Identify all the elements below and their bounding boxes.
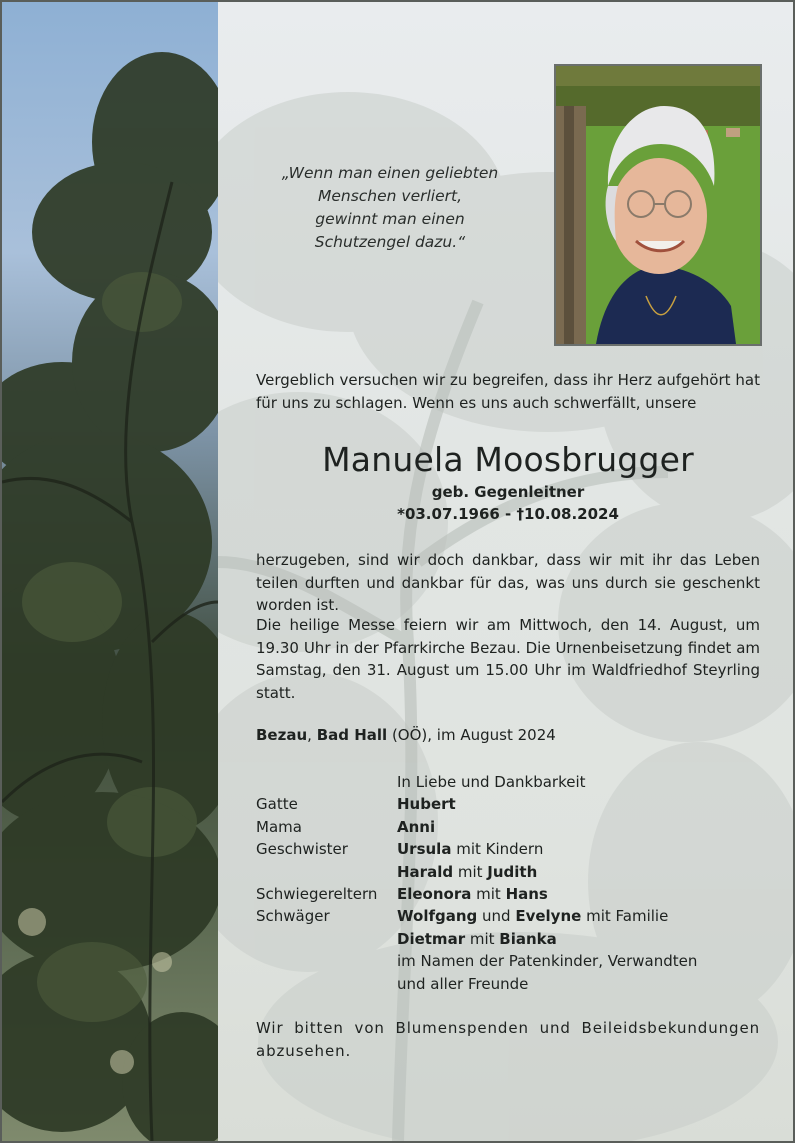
place-date-rest: (OÖ), im August 2024	[387, 726, 556, 744]
mourner-text: mit Kindern	[451, 840, 544, 859]
mourner-names	[397, 861, 537, 883]
mourner-relation	[256, 928, 397, 950]
mourner-text: mit Familie	[581, 907, 669, 926]
mourner-row	[256, 816, 697, 838]
mourner-name: Anni	[397, 817, 436, 836]
mourner-names	[397, 950, 697, 972]
quote-line: „Wenn man einen geliebten	[281, 164, 499, 182]
mourner-relation: Gatte	[256, 795, 298, 814]
mourner-name: Bianka	[499, 929, 557, 948]
mourner-row	[256, 928, 697, 950]
mourner-names	[397, 793, 456, 815]
mourner-name: Ursula	[397, 840, 452, 859]
mourner-row	[256, 950, 697, 972]
mourner-text: und aller Freunde	[397, 974, 529, 993]
mourner-names	[397, 928, 557, 950]
mourner-name: Evelyne	[515, 907, 582, 926]
mourner-row	[256, 838, 697, 860]
mourner-text: im Namen der Patenkinder, Verwandten	[397, 952, 698, 971]
maiden-name: geb. Gegenleitner	[431, 483, 585, 501]
intro-paragraph: Vergeblich versuchen wir zu begreifen, dass ihr Herz aufgehört hat für uns zu schlagen. Wenn es uns auch schwerfällt, unsere	[256, 371, 760, 412]
quote-line: Schutzengel dazu.“	[314, 233, 466, 251]
mourner-names	[397, 905, 668, 927]
portrait-image	[556, 66, 760, 344]
mourner-row	[256, 793, 697, 815]
mourner-name: Harald	[397, 862, 454, 881]
mourner-relation: Mama	[256, 817, 302, 836]
quote-line: gewinnt man einen	[315, 210, 465, 228]
place-separator: ,	[307, 726, 317, 744]
mourners-list	[256, 771, 697, 995]
quote-line: Menschen verliert,	[317, 187, 463, 205]
closing-request: Wir bitten von Blumenspenden und Beileidsbekundungen abzusehen.	[256, 1019, 760, 1060]
mourner-text: mit	[471, 884, 506, 903]
portrait-photo	[554, 64, 762, 346]
mourners-heading-row	[256, 771, 697, 793]
mourner-text: mit	[453, 862, 488, 881]
life-dates: *03.07.1966 - †10.08.2024	[397, 505, 619, 523]
mourner-name: Wolfgang	[397, 907, 478, 926]
mourner-relation	[256, 861, 397, 883]
mourner-text: und	[477, 907, 516, 926]
mourner-name: Judith	[487, 862, 538, 881]
mourner-names	[397, 816, 435, 838]
gratitude-paragraph: herzugeben, sind wir doch dankbar, dass wir mit ihr das Leben teilen durften und dankbar für das, was uns durch sie geschenkt worden ist.	[256, 551, 760, 614]
mourner-text: mit	[465, 929, 500, 948]
mourner-relation: Geschwister	[256, 840, 348, 859]
mourner-names	[397, 973, 528, 995]
mourner-row	[256, 905, 697, 927]
mourner-names	[397, 883, 548, 905]
place-bezau: Bezau	[256, 726, 308, 744]
mourner-name: Hans	[505, 884, 548, 903]
place-and-date	[256, 726, 556, 744]
mourners-heading: In Liebe und Dankbarkeit	[397, 773, 586, 791]
mourner-relation: Schwäger	[256, 907, 330, 926]
obituary-content	[2, 2, 793, 1141]
mourner-row	[256, 973, 697, 995]
mourner-relation: Schwiegereltern	[256, 884, 378, 903]
mourner-name: Dietmar	[397, 929, 466, 948]
mourner-relation	[256, 950, 397, 972]
mourner-row	[256, 883, 697, 905]
mourner-relation	[256, 973, 397, 995]
mourner-name: Hubert	[397, 795, 456, 814]
mourner-names	[397, 838, 543, 860]
deceased-name: Manuela Moosbrugger	[322, 440, 694, 479]
mourner-rows	[256, 793, 697, 995]
service-paragraph: Die heilige Messe feiern wir am Mittwoch, den 14. August, um 19.30 Uhr in der Pfarrkirche Bezau. Die Urnenbeisetzung findet am Samstag, den 31. August um 15.00 Uhr im Waldfriedhof Steyrling statt.	[256, 616, 760, 702]
mourner-row	[256, 861, 697, 883]
memorial-quote	[260, 162, 520, 254]
place-bad-hall: Bad Hall	[316, 726, 388, 744]
mourner-name: Eleonora	[397, 884, 472, 903]
